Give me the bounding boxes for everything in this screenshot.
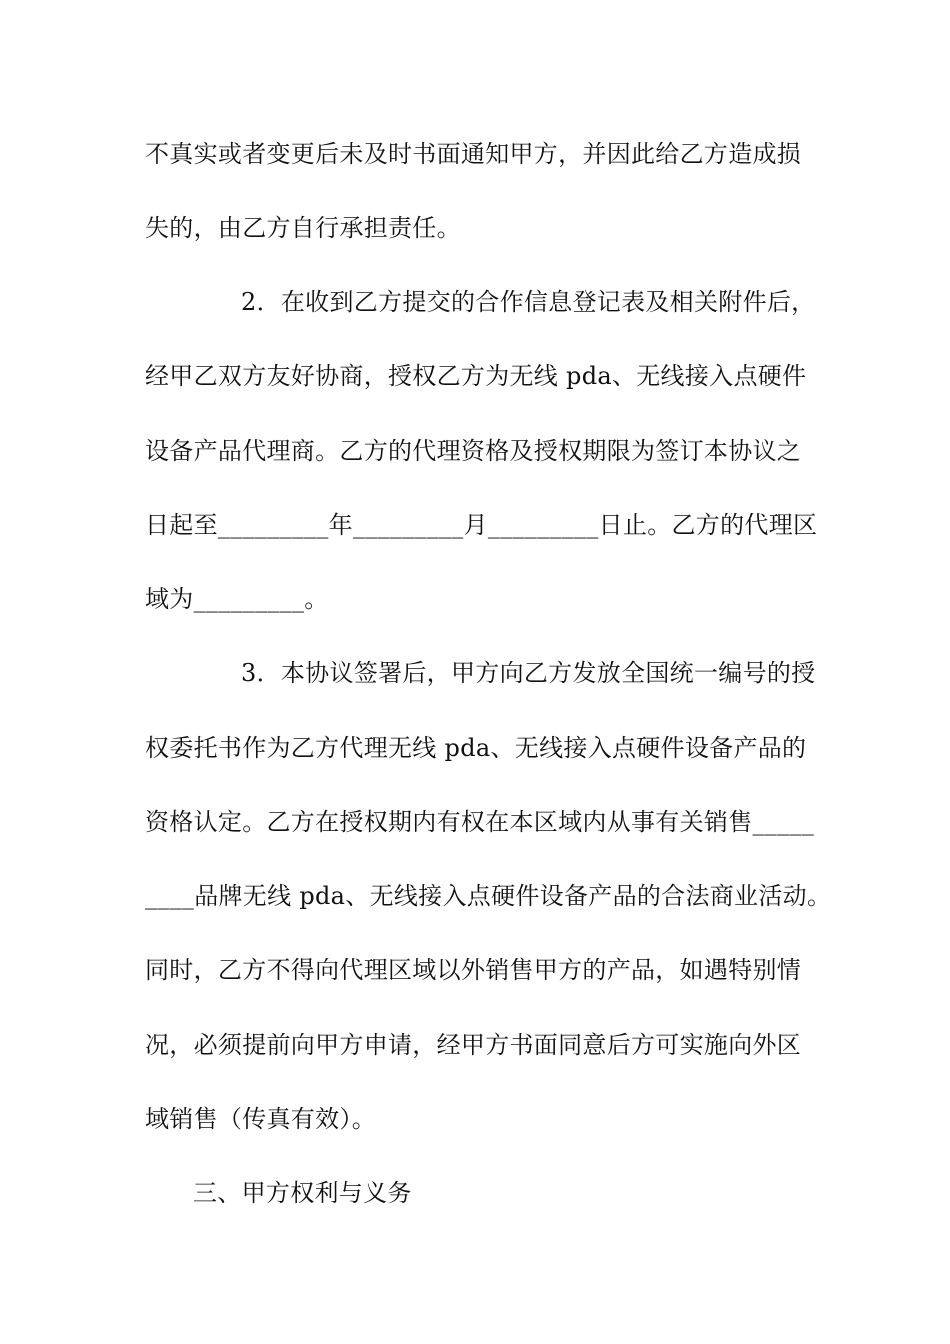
agency-term-line: 日起至_________年_________月_________日止。乙方的代理区 [145, 511, 818, 539]
text-line-11: ____品牌无线 pda、无线接入点硬件设备产品的合法商业活动。 [145, 882, 832, 910]
section-heading: 三、甲方权利与义务 [193, 1179, 412, 1207]
clause-3-first-line: 3．本协议签署后，甲方向乙方发放全国统一编号的授 [241, 659, 816, 687]
text-line-4: 经甲乙双方友好协商，授权乙方为无线 pda、无线接入点硬件 [145, 362, 807, 390]
text-line-13: 况，必须提前向甲方申请，经甲方书面同意后方可实施向外区 [145, 1031, 802, 1059]
text-line-14: 域销售（传真有效）。 [145, 1105, 376, 1133]
text-line-12: 同时，乙方不得向代理区域以外销售甲方的产品，如遇特别情 [145, 956, 802, 984]
text-line-2: 失的，由乙方自行承担责任。 [145, 214, 461, 242]
text-line-9: 权委托书作为乙方代理无线 pda、无线接入点硬件设备产品的 [145, 734, 807, 762]
text-line-10: 资格认定。乙方在授权期内有权在本区域内从事有关销售_____ [145, 808, 814, 836]
text-line-1: 不真实或者变更后未及时书面通知甲方，并因此给乙方造成损 [145, 140, 802, 168]
agency-region-line: 域为_________。 [145, 585, 329, 613]
clause-2-first-line: 2．在收到乙方提交的合作信息登记表及相关附件后， [241, 288, 816, 316]
text-line-5: 设备产品代理商。乙方的代理资格及授权期限为签订本协议之 [145, 437, 802, 465]
